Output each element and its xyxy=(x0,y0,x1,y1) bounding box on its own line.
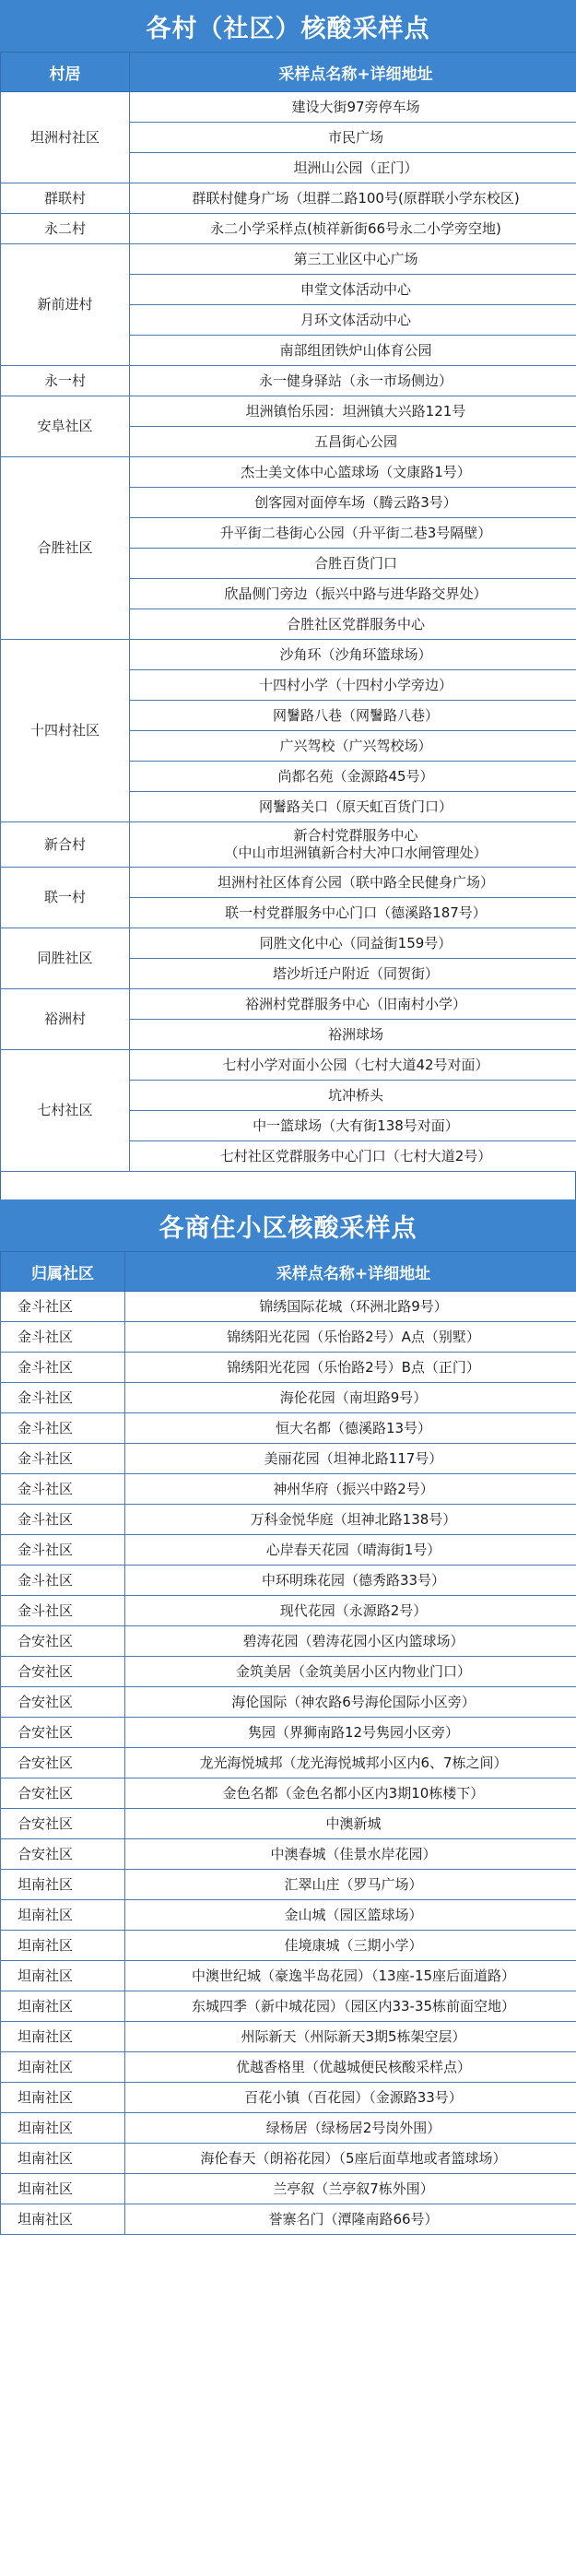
table-row xyxy=(1,1535,576,1566)
table-row xyxy=(1,1413,576,1444)
sampling-site: 合胜百货门口 xyxy=(130,549,576,579)
table-row xyxy=(1,1778,576,1809)
table-row xyxy=(1,396,576,427)
sampling-site: 中澳世纪城（豪逸半岛花园）（13座-15座后面道路） xyxy=(125,1961,576,1991)
table-row xyxy=(1,2174,576,2204)
sampling-site: 十四村小学（十四村小学旁边） xyxy=(130,670,576,701)
community-name: 合安社区 xyxy=(1,1748,125,1778)
table-row xyxy=(1,1322,576,1353)
community-name: 坦南社区 xyxy=(1,1870,125,1900)
village-name: 合胜社区 xyxy=(1,457,130,640)
village-name: 群联村 xyxy=(1,183,130,214)
sampling-site: 兰亭叙（兰亭叙7栋外围） xyxy=(125,2174,576,2204)
community-name: 合安社区 xyxy=(1,1809,125,1839)
sampling-site: 汇翠山庄（罗马广场） xyxy=(125,1870,576,1900)
sampling-site: 七村社区党群服务中心门口（七村大道2号） xyxy=(130,1141,576,1172)
community-name: 坦南社区 xyxy=(1,1991,125,2022)
table-row xyxy=(1,1931,576,1961)
sampling-site: 金色名都（金色名都小区内3期10栋楼下） xyxy=(125,1778,576,1809)
sampling-site: 州际新天（州际新天3期5栋架空层） xyxy=(125,2022,576,2052)
sampling-site: 龙光海悦城邦（龙光海悦城邦小区内6、7栋之间） xyxy=(125,1748,576,1778)
village-name: 安阜社区 xyxy=(1,396,130,457)
community-name: 坦南社区 xyxy=(1,2204,125,2235)
community-name: 坦南社区 xyxy=(1,2144,125,2174)
community-section-title: 各商住小区核酸采样点 xyxy=(0,1199,576,1251)
village-name: 永二村 xyxy=(1,214,130,244)
table-row xyxy=(1,366,576,396)
village-name: 坦洲村社区 xyxy=(1,92,130,183)
village-name: 裕洲村 xyxy=(1,989,130,1050)
table-row xyxy=(1,1444,576,1474)
table-row xyxy=(1,868,576,898)
table-row xyxy=(1,640,576,670)
sampling-site: 同胜文化中心（同益街159号） xyxy=(130,928,576,959)
community-name: 坦南社区 xyxy=(1,1961,125,1991)
sampling-site: 沙角环（沙角环篮球场） xyxy=(130,640,576,670)
sampling-site: 合胜社区党群服务中心 xyxy=(130,609,576,640)
table-row xyxy=(1,1900,576,1931)
sampling-site: 南部组团铁炉山体育公园 xyxy=(130,336,576,366)
sampling-site: 海伦春天（朗裕花园）（5座后面草地或者篮球场） xyxy=(125,2144,576,2174)
community-name: 坦南社区 xyxy=(1,1931,125,1961)
table-row xyxy=(1,1596,576,1626)
sampling-site: 市民广场 xyxy=(130,123,576,153)
community-name: 金斗社区 xyxy=(1,1322,125,1353)
community-name: 金斗社区 xyxy=(1,1292,125,1322)
community-name: 合安社区 xyxy=(1,1839,125,1870)
community-name: 合安社区 xyxy=(1,1626,125,1657)
sampling-site: 神州华府（振兴中路2号） xyxy=(125,1474,576,1505)
table-row xyxy=(1,1566,576,1596)
sampling-site: 锦绣国际花城（环洲北路9号） xyxy=(125,1292,576,1322)
community-name: 金斗社区 xyxy=(1,1596,125,1626)
village-section-title: 各村（社区）核酸采样点 xyxy=(0,0,576,52)
community-name: 金斗社区 xyxy=(1,1413,125,1444)
community-name: 坦南社区 xyxy=(1,1900,125,1931)
sampling-site: 锦绣阳光花园（乐怡路2号）B点（正门） xyxy=(125,1353,576,1383)
table-row xyxy=(1,1809,576,1839)
table-row xyxy=(1,183,576,214)
community-sampling-table xyxy=(0,1251,576,2235)
community-name: 合安社区 xyxy=(1,1687,125,1718)
community-name: 合安社区 xyxy=(1,1778,125,1809)
table-row xyxy=(1,2022,576,2052)
sampling-site: 百花小镇（百花园）（金源路33号） xyxy=(125,2083,576,2113)
table-row xyxy=(1,2204,576,2235)
sampling-site: 欣晶侧门旁边（振兴中路与进华路交界处） xyxy=(130,579,576,609)
village-name: 永一村 xyxy=(1,366,130,396)
sampling-site: 网鬐路关口（原天虹百货门口） xyxy=(130,792,576,822)
community-table-header xyxy=(1,1252,576,1292)
table-row xyxy=(1,244,576,275)
village-name: 十四村社区 xyxy=(1,640,130,822)
community-name: 金斗社区 xyxy=(1,1566,125,1596)
table-row xyxy=(1,1050,576,1081)
sampling-site: 金山城（园区篮球场） xyxy=(125,1900,576,1931)
table-row xyxy=(1,1383,576,1413)
village-name: 联一村 xyxy=(1,868,130,928)
sampling-site: 七村小学对面小公园（七村大道42号对面） xyxy=(130,1050,576,1081)
table-row xyxy=(1,2052,576,2083)
community-name: 金斗社区 xyxy=(1,1505,125,1535)
sampling-site: 月环文体活动中心 xyxy=(130,305,576,336)
sampling-site: 塔沙圻迁户附近（同贺街） xyxy=(130,959,576,989)
table-row xyxy=(1,1718,576,1748)
table-row xyxy=(1,1353,576,1383)
table-row xyxy=(1,1961,576,1991)
sampling-site: 广兴驾校（广兴驾校场） xyxy=(130,731,576,762)
community-name: 金斗社区 xyxy=(1,1383,125,1413)
sampling-site: 中澳春城（佳景水岸花园） xyxy=(125,1839,576,1870)
sampling-site: 第三工业区中心广场 xyxy=(130,244,576,275)
community-name: 金斗社区 xyxy=(1,1474,125,1505)
sampling-site: 坦洲村社区体育公园（联中路全民健身广场） xyxy=(130,868,576,898)
sampling-site: 碧涛花园（碧涛花园小区内篮球场） xyxy=(125,1626,576,1657)
community-name: 金斗社区 xyxy=(1,1353,125,1383)
sampling-site: 坦洲山公园（正门） xyxy=(130,153,576,183)
sampling-site: 隽园（界狮南路12号隽园小区旁） xyxy=(125,1718,576,1748)
sampling-site: 中澳新城 xyxy=(125,1809,576,1839)
section-gap xyxy=(0,1172,576,1199)
village-name: 新合村 xyxy=(1,822,130,868)
table-row xyxy=(1,2113,576,2144)
table-row xyxy=(1,1687,576,1718)
sampling-site: 恒大名都（德溪路13号） xyxy=(125,1413,576,1444)
sampling-site: 海伦国际（神农路6号海伦国际小区旁） xyxy=(125,1687,576,1718)
table-row xyxy=(1,92,576,123)
sampling-site: 誉寨名门（潭隆南路66号） xyxy=(125,2204,576,2235)
table-row xyxy=(1,1870,576,1900)
table-row xyxy=(1,1474,576,1505)
community-name: 坦南社区 xyxy=(1,2174,125,2204)
table-row xyxy=(1,457,576,488)
community-name: 坦南社区 xyxy=(1,2113,125,2144)
table-row xyxy=(1,1505,576,1535)
sampling-site: 裕洲球场 xyxy=(130,1020,576,1050)
sampling-site: 佳境康城（三期小学） xyxy=(125,1931,576,1961)
community-name: 合安社区 xyxy=(1,1657,125,1687)
table-row xyxy=(1,2144,576,2174)
community-name: 金斗社区 xyxy=(1,1535,125,1566)
sampling-site: 现代花园（永源路2号） xyxy=(125,1596,576,1626)
sampling-site: 坦洲镇怡乐园：坦洲镇大兴路121号 xyxy=(130,396,576,427)
table-row xyxy=(1,822,576,868)
sampling-site: 新合村党群服务中心 （中山市坦洲镇新合村大冲口水闸管理处） xyxy=(130,822,576,868)
village-sampling-table xyxy=(0,52,576,1172)
sampling-site: 群联村健身广场（坦群二路100号(原群联小学东校区) xyxy=(130,183,576,214)
village-table-header xyxy=(1,53,576,92)
sampling-site: 建设大街97旁停车场 xyxy=(130,92,576,123)
table-row xyxy=(1,928,576,959)
sampling-site: 金筑美居（金筑美居小区内物业门口） xyxy=(125,1657,576,1687)
table-row xyxy=(1,1626,576,1657)
header-village: 村居 xyxy=(1,53,130,92)
community-name: 坦南社区 xyxy=(1,2022,125,2052)
community-name: 坦南社区 xyxy=(1,2052,125,2083)
sampling-site: 杰士美文体中心篮球场（文康路1号） xyxy=(130,457,576,488)
sampling-site: 美丽花园（坦神北路117号） xyxy=(125,1444,576,1474)
sampling-site: 裕洲村党群服务中心（旧南村小学） xyxy=(130,989,576,1020)
table-row xyxy=(1,2083,576,2113)
sampling-site: 创客园对面停车场（腾云路3号） xyxy=(130,488,576,518)
sampling-site: 升平街二巷街心公园（升平街二巷3号隔壁） xyxy=(130,518,576,549)
header-site: 采样点名称+详细地址 xyxy=(125,1252,576,1292)
village-name: 新前进村 xyxy=(1,244,130,366)
village-name: 七村社区 xyxy=(1,1050,130,1172)
table-row xyxy=(1,1657,576,1687)
sampling-site: 网鬐路八巷（网鬐路八巷） xyxy=(130,701,576,731)
header-community: 归属社区 xyxy=(1,1252,125,1292)
community-name: 合安社区 xyxy=(1,1718,125,1748)
sampling-site: 坑冲桥头 xyxy=(130,1081,576,1111)
community-name: 金斗社区 xyxy=(1,1444,125,1474)
table-row xyxy=(1,1292,576,1322)
sampling-site: 尚都名苑（金源路45号） xyxy=(130,762,576,792)
sampling-site: 中环明珠花园（德秀路33号） xyxy=(125,1566,576,1596)
sampling-site: 海伦花园（南坦路9号） xyxy=(125,1383,576,1413)
sampling-site: 永二小学采样点(桢祥新街66号永二小学旁空地) xyxy=(130,214,576,244)
sampling-site: 中一篮球场（大有街138号对面） xyxy=(130,1111,576,1141)
sampling-site: 东城四季（新中城花园）（园区内33-35栋前面空地） xyxy=(125,1991,576,2022)
sampling-site: 心岸春天花园（晴海街1号） xyxy=(125,1535,576,1566)
sampling-site: 联一村党群服务中心门口（德溪路187号） xyxy=(130,898,576,928)
table-row xyxy=(1,989,576,1020)
sampling-site: 锦绣阳光花园（乐怡路2号）A点（别墅） xyxy=(125,1322,576,1353)
sampling-site: 申堂文体活动中心 xyxy=(130,275,576,305)
village-name: 同胜社区 xyxy=(1,928,130,989)
sampling-site: 绿杨居（绿杨居2号岗外围） xyxy=(125,2113,576,2144)
table-row xyxy=(1,1748,576,1778)
sampling-site: 五昌街心公园 xyxy=(130,427,576,457)
community-name: 坦南社区 xyxy=(1,2083,125,2113)
table-row xyxy=(1,1839,576,1870)
table-row xyxy=(1,1991,576,2022)
sampling-site: 优越香格里（优越城便民核酸采样点） xyxy=(125,2052,576,2083)
table-row xyxy=(1,214,576,244)
sampling-site: 永一健身驿站（永一市场侧边） xyxy=(130,366,576,396)
header-site: 采样点名称+详细地址 xyxy=(130,53,576,92)
sampling-site: 万科金悦华庭（坦神北路138号） xyxy=(125,1505,576,1535)
